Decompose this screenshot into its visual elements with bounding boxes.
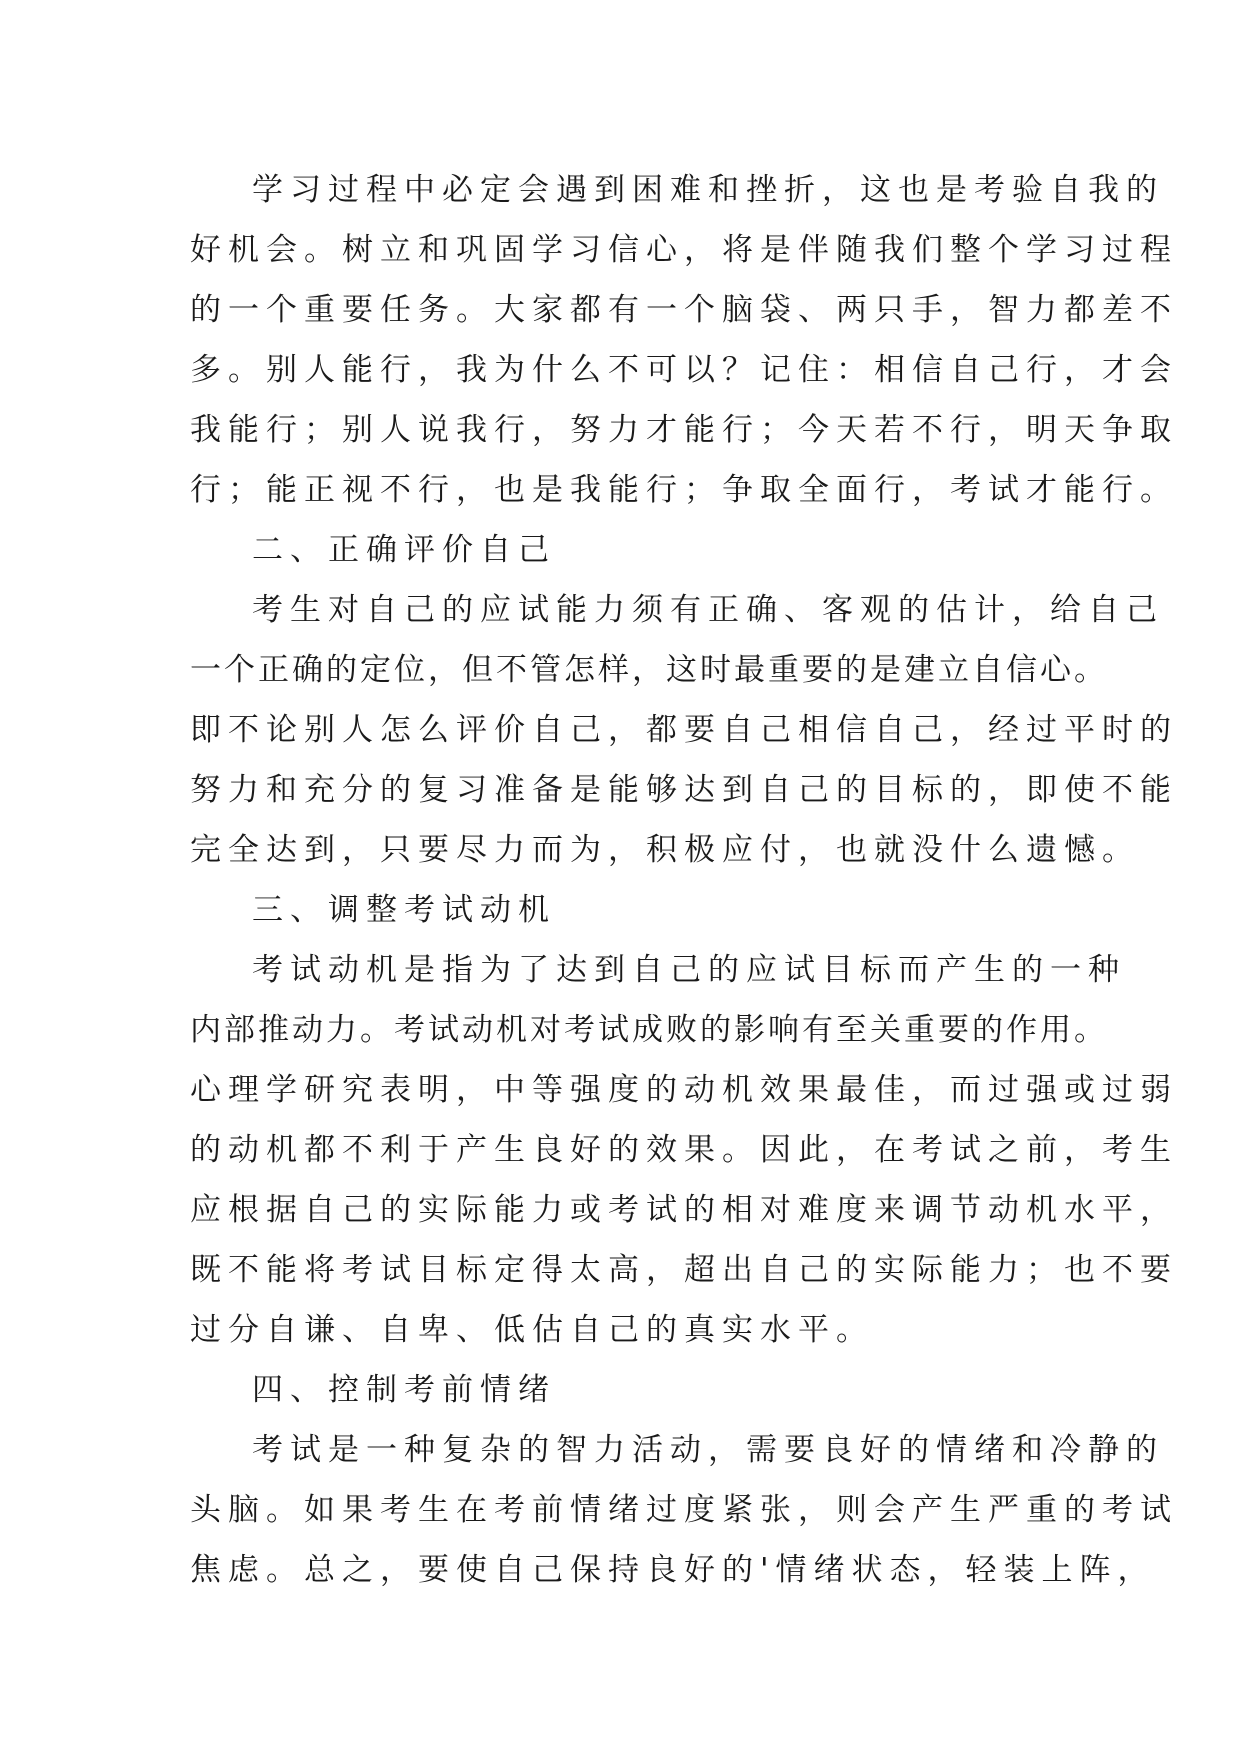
paragraph-line: 的一个重要任务。大家都有一个脑袋、两只手，智力都差不 — [190, 292, 1178, 328]
paragraph-line: 考试动机是指为了达到自己的应试目标而产生的一种 — [252, 952, 1126, 988]
paragraph-line: 头脑。如果考生在考前情绪过度紧张，则会产生严重的考试 — [190, 1492, 1178, 1528]
paragraph-line: 考生对自己的应试能力须有正确、客观的估计，给自己 — [252, 592, 1164, 628]
paragraph-line: 学习过程中必定会遇到困难和挫折，这也是考验自我的 — [252, 172, 1164, 208]
paragraph-line: 行；能正视不行，也是我能行；争取全面行，考试才能行。 — [190, 472, 1178, 508]
paragraph-line: 考试是一种复杂的智力活动，需要良好的情绪和冷静的 — [252, 1432, 1164, 1468]
paragraph-line: 即不论别人怎么评价自己，都要自己相信自己，经过平时的 — [190, 712, 1178, 748]
document-body — [190, 160, 1178, 1600]
paragraph-line: 的动机都不利于产生良好的效果。因此，在考试之前，考生 — [190, 1132, 1178, 1168]
paragraph-line: 心理学研究表明，中等强度的动机效果最佳，而过强或过弱 — [190, 1072, 1178, 1108]
section-heading: 三、调整考试动机 — [252, 892, 556, 928]
paragraph-line: 完全达到，只要尽力而为，积极应付，也就没什么遗憾。 — [190, 832, 1140, 868]
paragraph-line: 过分自谦、自卑、低估自己的真实水平。 — [190, 1312, 874, 1348]
section-heading: 二、正确评价自己 — [252, 532, 556, 568]
paragraph-line: 一个正确的定位，但不管怎样，这时最重要的是建立自信心。 — [190, 652, 1108, 688]
paragraph-line: 应根据自己的实际能力或考试的相对难度来调节动机水平， — [190, 1192, 1178, 1228]
paragraph-line: 焦虑。总之，要使自己保持良好的'情绪状态，轻装上阵， — [190, 1552, 1156, 1588]
paragraph-line: 努力和充分的复习准备是能够达到自己的目标的，即使不能 — [190, 772, 1178, 808]
paragraph-line: 内部推动力。考试动机对考试成败的影响有至关重要的作用。 — [190, 1012, 1108, 1048]
section-heading: 四、控制考前情绪 — [252, 1372, 556, 1408]
paragraph-line: 既不能将考试目标定得太高，超出自己的实际能力；也不要 — [190, 1252, 1178, 1288]
paragraph-line: 好机会。树立和巩固学习信心，将是伴随我们整个学习过程 — [190, 232, 1178, 268]
paragraph-line: 我能行；别人说我行，努力才能行；今天若不行，明天争取 — [190, 412, 1178, 448]
paragraph-line: 多。别人能行，我为什么不可以？记住：相信自己行，才会 — [190, 352, 1178, 388]
